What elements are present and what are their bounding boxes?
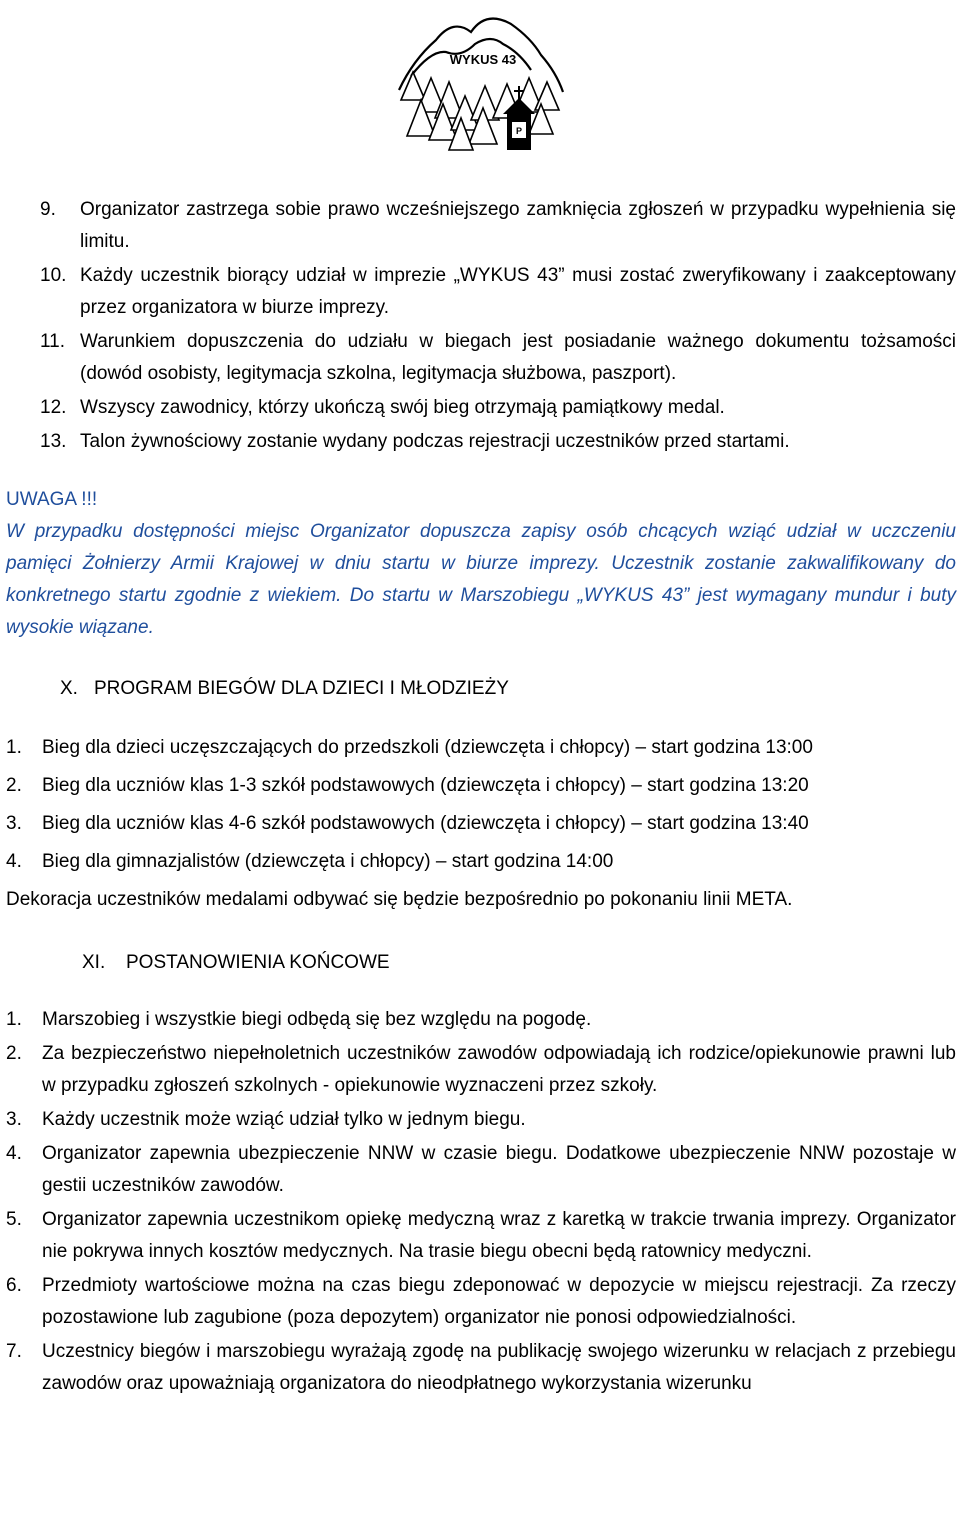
document-body — [6, 194, 956, 1402]
warning-title: UWAGA !!! — [6, 489, 98, 510]
wykus-logo — [391, 0, 569, 160]
list-item: 4. Organizator zapewnia ubezpieczenie NNW w czasie biegu. Dodatkowe ubezpieczenie NNW pozostaje w gestii uczestników zawodów. — [6, 1143, 956, 1196]
list-item: 1. Bieg dla dzieci uczęszczających do przedszkoli (dziewczęta i chłopcy) – start godzina 13:00 — [6, 737, 813, 758]
list-item: 5. Organizator zapewnia uczestnikom opiekę medyczną wraz z karetką w trakcie trwania imprezy. Organizator nie pokrywa innych kosztów medycznych. Na trasie biegu obecni będą ratownicy medyczni. — [6, 1209, 956, 1262]
list-item: 6. Przedmioty wartościowe można na czas biegu zdeponować w depozycie w miejscu rejestracji. Za rzeczy pozostawione lub zagubione (poza depozytem) organizator nie ponosi odpowiedzialności. — [6, 1275, 956, 1328]
list-item: 3. Każdy uczestnik może wziąć udział tylko w jednym biegu. — [6, 1109, 526, 1130]
section-xi-heading: XI. POSTANOWIENIA KOŃCOWE — [82, 952, 390, 973]
list-item: 12. Wszyscy zawodnicy, którzy ukończą swój bieg otrzymają pamiątkowy medal. — [40, 397, 725, 418]
list-item: 1. Marszobieg i wszystkie biegi odbędą się bez względu na pogodę. — [6, 1009, 592, 1030]
list-item: 7. Uczestnicy biegów i marszobiegu wyrażają zgodę na publikację swojego wizerunku w relacjach z przebiegu zawodów oraz upoważniają organizatora do nieodpłatnego wykorzystania wizerunku — [6, 1341, 956, 1394]
list-item: 10. Każdy uczestnik biorący udział w imprezie „WYKUS 43” musi zostać zweryfikowany i zaakceptowany przez organizatora w biurze imprezy. — [40, 265, 956, 318]
list-item: 2. Za bezpieczeństwo niepełnoletnich uczestników zawodów odpowiadają ich rodzice/opiekunowie prawni lub w przypadku zgłoszeń szkolnych - opiekunowie wyznaczeni przez szkoły. — [6, 1043, 956, 1096]
intro-list — [6, 194, 956, 458]
section-x-note: Dekoracja uczestników medalami odbywać się będzie bezpośrednio po pokonaniu linii META. — [6, 889, 793, 910]
warning-text: W przypadku dostępności miejsc Organizator dopuszcza zapisy osób chcących wziąć udział w uczczeniu pamięci Żołnierzy Armii Krajowej w dniu startu w biurze imprezy. Uczestnik zostanie zakwalifikowany do konkretnego startu zgodnie z wiekiem. Do startu w Marszobiegu „WYKUS 43” jest wymagany mundur i buty wysokie wiązane. — [6, 521, 956, 638]
list-item: 9. Organizator zastrzega sobie prawo wcześniejszego zamknięcia zgłoszeń w przypadku wypełnienia się limitu. — [40, 199, 956, 252]
list-item: 3. Bieg dla uczniów klas 4-6 szkół podstawowych (dziewczęta i chłopcy) – start godzina 13:40 — [6, 813, 809, 834]
list-item: 13. Talon żywnościowy zostanie wydany podczas rejestracji uczestników przed startami. — [40, 431, 790, 452]
list-item: 2. Bieg dla uczniów klas 1-3 szkół podstawowych (dziewczęta i chłopcy) – start godzina 13:20 — [6, 775, 809, 796]
list-item: 11. Warunkiem dopuszczenia do udziału w biegach jest posiadanie ważnego dokumentu tożsamości (dowód osobisty, legitymacja szkolna, legitymacja służbowa, paszport). — [40, 331, 956, 384]
section-xi-list — [6, 1004, 956, 1400]
logo-text: WYKUS 43 — [449, 52, 517, 67]
section-x-list — [6, 730, 956, 880]
section-x-heading: X. PROGRAM BIEGÓW DLA DZIECI I MŁODZIEŻY — [60, 678, 509, 699]
list-item: 4. Bieg dla gimnazjalistów (dziewczęta i chłopcy) – start godzina 14:00 — [6, 851, 614, 872]
svg-text:P: P — [515, 126, 523, 136]
